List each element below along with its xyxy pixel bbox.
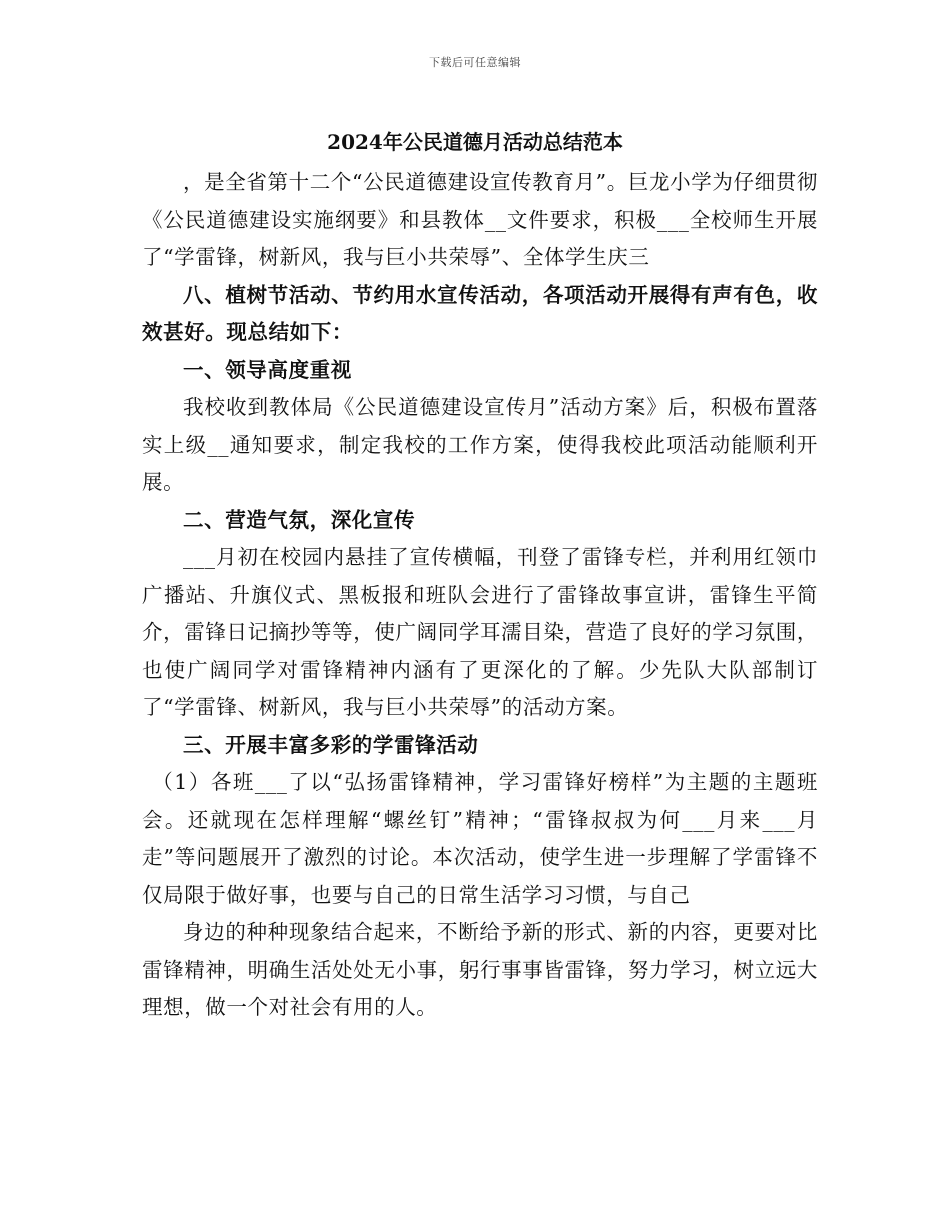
document-title: 2024年公民道德月活动总结范本 — [327, 130, 623, 154]
paragraph-section-3b: 身边的种种现象结合起来，不断给予新的形式、新的内容，更要对比雷锋精神，明确生活处处无小事，躬行事事皆雷锋，努力学习，树立远大理想，做一个对社会有用的人。 — [142, 920, 818, 1019]
paragraph-section-1: 我校收到教体局《公民道德建设宣传月”活动方案》后，积极布置落实上级__通知要求，制定我校的工作方案，使得我校此项活动能顺利开展。 — [142, 395, 818, 494]
section-heading-3: 三、开展丰富多彩的学雷锋活动 — [183, 732, 479, 757]
paragraph-intro-cont: 八、植树节活动、节约用水宣传活动，各项活动开展得有声有色，收效甚好。现总结如下： — [142, 282, 818, 344]
section-heading-2: 二、营造气氛，深化宣传 — [183, 507, 416, 532]
paragraph-section-3a: （1）各班___了以“弘扬雷锋精神，学习雷锋好榜样”为主题的主题班会。还就现在怎样理解“螺丝钉”精神；“雷锋叔叔为何___月来___月走”等问题展开了激烈的讨论。本次活动，使学生进一步理解了学雷锋不仅局限于做好事，也要与自己的日常生活学习习惯，与自己 — [142, 770, 818, 907]
section-heading-1: 一、领导高度重视 — [183, 357, 352, 382]
paragraph-intro: ，是全省第十二个“公民道德建设宣传教育月”。巨龙小学为仔细贯彻《公民道德建设实施纲要》和县教体__文件要求，积极___全校师生开展了“学雷锋，树新风，我与巨小共荣辱”、全体学生庆三 — [142, 170, 818, 269]
header-note: 下载后可任意编辑 — [429, 56, 521, 69]
paragraph-section-2: ___月初在校园内悬挂了宣传横幅，刊登了雷锋专栏，并利用红领巾广播站、升旗仪式、黑板报和班队会进行了雷锋故事宣讲，雷锋生平简介，雷锋日记摘抄等等，使广阔同学耳濡目染，营造了良好的学习氛围，也使广阔同学对雷锋精神内涵有了更深化的了解。少先队大队部制订了“学雷锋、树新风，我与巨小共荣辱”的活动方案。 — [142, 545, 818, 719]
document-body — [142, 164, 818, 1027]
